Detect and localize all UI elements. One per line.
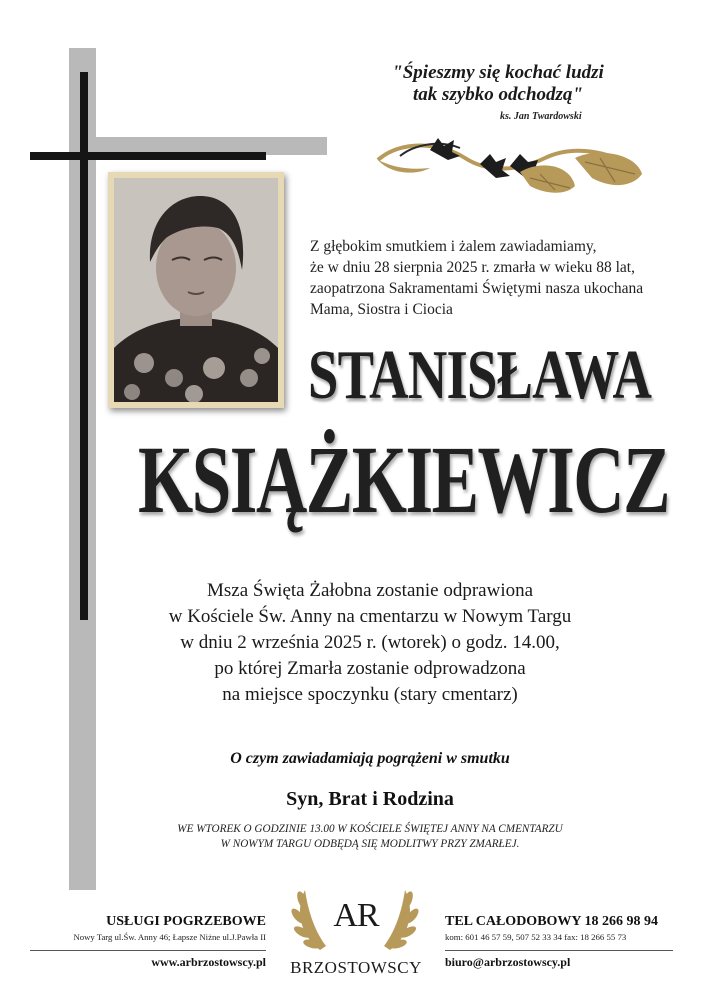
quote [318,62,678,106]
contact-numbers: kom: 601 46 57 59, 507 52 33 34 fax: 18 266 55 73 [445,932,627,942]
deceased-first-name: STANISŁAWA [308,337,652,414]
footer-divider-right [445,950,673,951]
intro-line: że w dniu 28 sierpnia 2025 r. zmarła w wieku 88 lat, [310,259,635,276]
email-link[interactable]: biuro@arbrzostowscy.pl [445,955,571,969]
footer-divider-left [30,950,266,951]
intro-line: zaopatrzona Sakramentami Świętymi nasza ukochana [310,280,644,297]
mass-line: na miejsce spoczynku (stary cmentarz) [222,684,518,705]
prayer-line: W NOWYM TARGU ODBĘDĄ SIĘ MODLITWY PRZY ZMARŁEJ. [220,838,520,850]
announcement-intro [310,236,670,320]
logo-name: BRZOSTOWSCY [290,958,422,977]
cross-black-horizontal [30,152,266,160]
portrait-photo-frame [108,172,284,408]
mourners-intro: O czym zawiadamiają pogrążeni w smutku [230,750,510,767]
logo-initials: AR [333,897,379,934]
phone-24h: TEL CAŁODOBOWY 18 266 98 94 [445,914,659,929]
ivy-ornament-icon [370,130,655,210]
mass-line: Msza Święta Żałobna zostanie odprawiona [206,580,534,601]
quote-line-1: "Śpieszmy się kochać ludzi [392,62,604,83]
intro-line: Mama, Siostra i Ciocia [310,301,453,318]
prayer-line: WE WTOREK O GODZINIE 13.00 W KOŚCIELE ŚWIĘTEJ ANNY NA CMENTARZU [177,823,563,835]
website-link[interactable]: www.arbrzostowscy.pl [151,955,266,969]
family-signature: Syn, Brat i Rodzina [286,788,454,810]
services-address: Nowy Targ ul.Św. Anny 46; Łapsze Niżne ul.J.Pawła II [73,932,266,942]
prayer-notice [100,822,640,852]
deceased-last-name: KSIĄŻKIEWICZ [138,426,669,533]
intro-line: Z głębokim smutkiem i żalem zawiadamiamy, [310,238,597,255]
mass-line: w dniu 2 września 2025 r. (wtorek) o godz. 14.00, [180,632,560,653]
portrait-photo [114,178,278,402]
mass-line: po której Zmarła zostanie odprowadzona [214,658,526,679]
mass-line: w Kościele Św. Anny na cmentarzu w Nowym Targu [168,606,572,627]
services-title: USŁUGI POGRZEBOWE [106,914,266,929]
funeral-mass-info [100,578,640,708]
quote-author: ks. Jan Twardowski [500,111,582,122]
quote-line-2: tak szybko odchodzą" [413,84,583,105]
